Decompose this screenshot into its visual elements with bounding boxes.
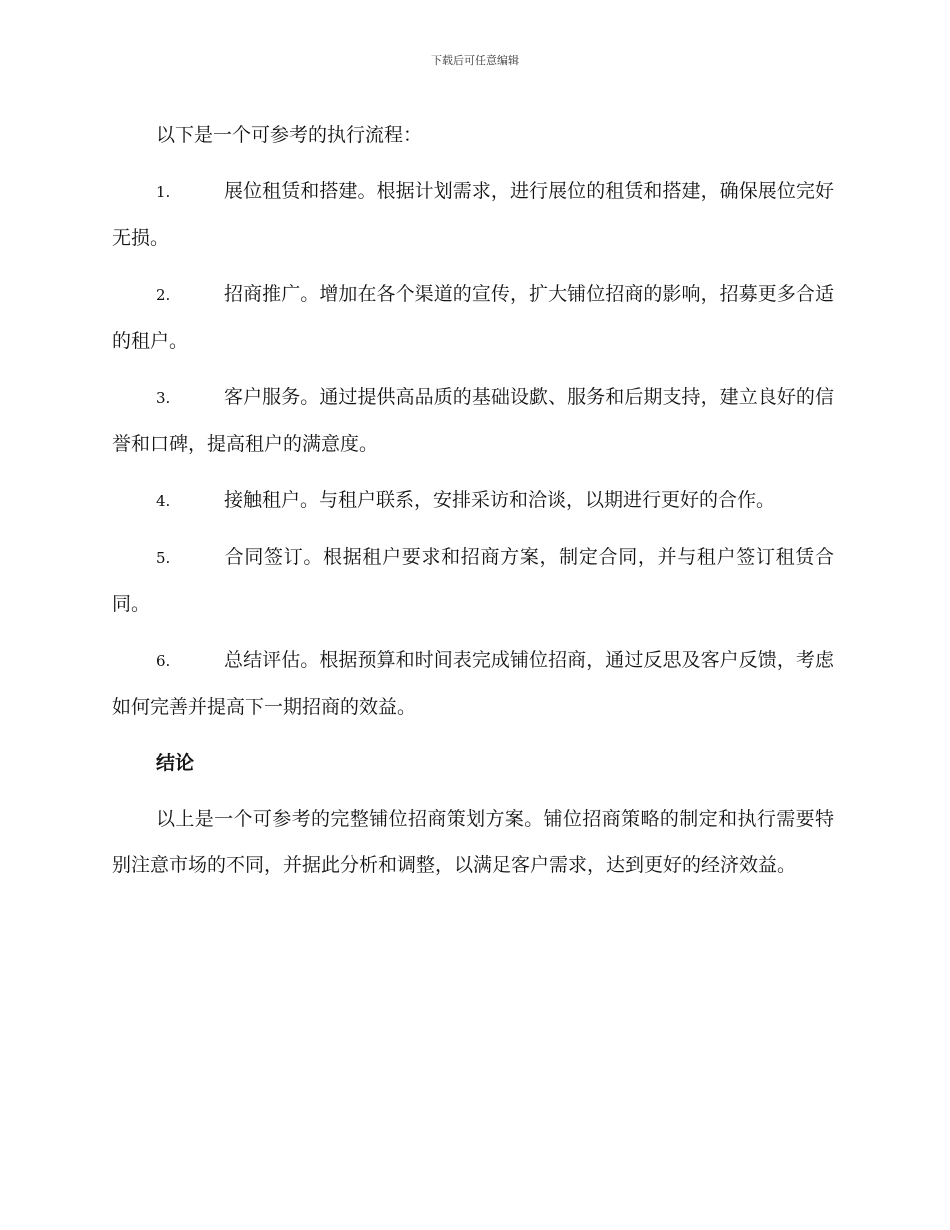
list-item-text: 展位租赁和搭建。根据计划需求，进行展位的租赁和搭建，确保展位完好无损。 [112,180,834,249]
list-item-3 [112,374,834,467]
list-item-text: 合同签订。根据租户要求和招商方案，制定合同，并与租户签订租赁合同。 [112,546,834,615]
intro-paragraph: 以下是一个可参考的执行流程： [156,124,423,146]
list-item-2 [112,271,834,364]
list-number: 1. [156,183,171,201]
page-header: 下载后可任意编辑 [431,54,519,67]
list-item-text: 接触租户。与租户联系，安排采访和洽谈，以期进行更好的合作。 [224,489,776,511]
conclusion-paragraph: 以上是一个可参考的完整铺位招商策划方案。铺位招商策略的制定和执行需要特别注意市场的不同，并据此分析和调整，以满足客户需求，达到更好的经济效益。 [112,808,834,876]
list-number: 3. [156,389,171,407]
list-number: 2. [156,286,171,304]
list-item-text: 招商推广。增加在各个渠道的宣传，扩大铺位招商的影响，招募更多合适的租户。 [112,283,834,352]
list-number: 6. [156,652,171,670]
list-number: 5. [156,549,171,567]
list-item-5 [112,534,834,627]
list-item-4 [112,477,834,524]
list-item-6 [112,637,834,730]
list-number: 4. [156,492,171,510]
list-item-1 [112,168,834,261]
section-heading: 结论 [156,752,195,774]
document-body [112,112,834,898]
list-item-text: 总结评估。根据预算和时间表完成铺位招商，通过反思及客户反馈，考虑如何完善并提高下一期招商的效益。 [112,649,834,718]
list-item-text: 客户服务。通过提供高品质的基础设歔、服务和后期支持，建立良好的信誉和口碑，提高租户的满意度。 [112,386,834,455]
